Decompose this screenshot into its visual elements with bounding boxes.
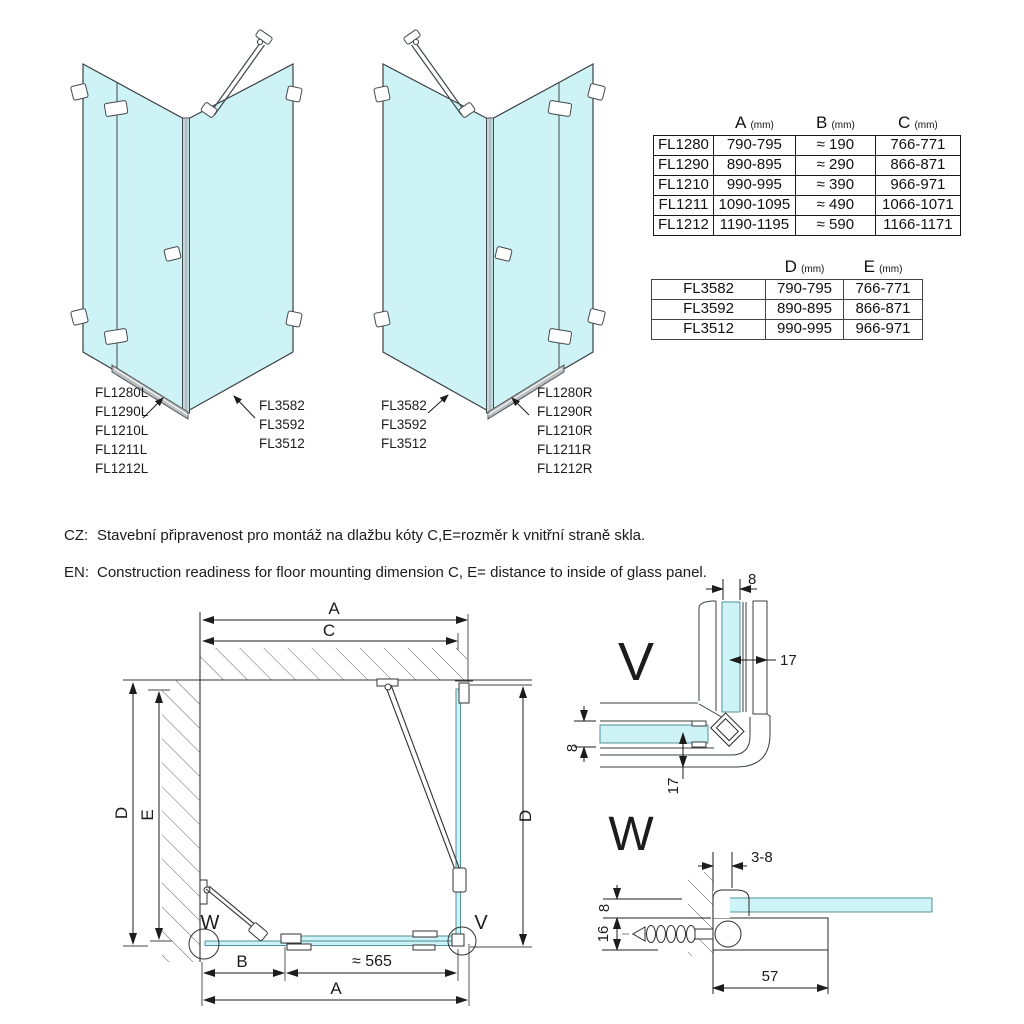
model-label: FL3512 [381, 436, 427, 451]
dim-d-cell: 790-795 [766, 280, 844, 300]
dim-e-cell: 966-971 [844, 320, 923, 340]
dim-b-cell: ≈ 190 [795, 136, 875, 156]
note-cz-label: CZ: [64, 527, 89, 544]
model-cell: FL1290 [654, 156, 714, 176]
dim-c-cell: 766-771 [875, 136, 960, 156]
model-cell: FL1280 [654, 136, 714, 156]
dim-label-565: ≈ 565 [352, 953, 392, 970]
labels-side-panel-models-left [259, 396, 305, 453]
dim-a-cell: 1090-1095 [713, 196, 795, 216]
model-label: FL1290L [95, 404, 149, 419]
dim-label-8-top: 8 [748, 571, 757, 588]
model-label: FL1210R [537, 423, 593, 438]
note-cz-text: Stavební připravenost pro montáž na dlažbu kóty C,E=rozměr k vnitřní straně skla. [97, 527, 646, 544]
model-cell: FL1212 [654, 216, 714, 236]
detail-w-title: W [608, 808, 654, 861]
model-label: FL1212L [95, 461, 149, 476]
dim-d-cell: 990-995 [766, 320, 844, 340]
labels-door-right-models [537, 383, 593, 478]
col-header-B: B (mm) [815, 113, 855, 132]
dimension-table-de [651, 257, 923, 340]
dim-b-cell: ≈ 490 [795, 196, 875, 216]
col-header-A: A (mm) [734, 113, 774, 132]
detail-mark-w: W [200, 912, 220, 934]
model-cell: FL1211 [654, 196, 714, 216]
dim-label-e: E [138, 809, 157, 821]
dim-label-57: 57 [761, 968, 779, 985]
leader-left [428, 395, 448, 413]
dim-c-cell: 1166-1171 [875, 216, 960, 236]
model-cell: FL3512 [652, 320, 766, 340]
leader-right [234, 396, 255, 418]
detail-mark-v: V [474, 912, 488, 934]
table-row [654, 136, 961, 156]
dim-c-cell: 966-971 [875, 176, 960, 196]
dim-label-16: 16 [595, 925, 612, 943]
model-label: FL1210L [95, 423, 149, 438]
model-label: FL1211R [537, 442, 592, 457]
plan-hardware [200, 679, 473, 950]
dim-label-a-bottom: A [330, 979, 342, 998]
hinge-knuckle [715, 921, 741, 947]
side-glass-panel [456, 689, 461, 942]
dim-label-d-right: D [516, 809, 535, 823]
model-label: FL1290R [537, 404, 593, 419]
dim-b-cell: ≈ 590 [795, 216, 875, 236]
dim-label-d-left: D [112, 806, 131, 820]
table-row [654, 156, 961, 176]
col-header-E: E (mm) [863, 257, 903, 276]
dim-label-a-top: A [328, 599, 340, 618]
col-header-C: C (mm) [897, 113, 938, 132]
wall-hatch [688, 872, 713, 956]
model-cell: FL3592 [652, 300, 766, 320]
labels-side-panel-models-right [381, 396, 427, 453]
model-label: FL1280R [537, 385, 593, 400]
dim-label-8-left: 8 [564, 743, 581, 753]
glass-panel-section [729, 898, 932, 912]
dim-b-cell: ≈ 390 [795, 176, 875, 196]
detail-v-section [555, 555, 810, 810]
dimension-table-abc [653, 113, 961, 236]
col-header-D: D (mm) [784, 257, 825, 276]
model-label: FL1212R [537, 461, 593, 476]
dim-a-cell: 790-795 [713, 136, 795, 156]
wall-hatch-top [200, 648, 467, 680]
labels-door-left-models [95, 383, 148, 478]
model-label: FL1280L [95, 385, 149, 400]
note-cz [64, 527, 645, 544]
clamp-body [713, 891, 730, 918]
model-label: FL1211L [95, 442, 148, 457]
dim-label-17-bottom: 17 [665, 777, 682, 795]
model-label: FL3582 [259, 398, 305, 413]
table-row [654, 196, 961, 216]
dim-b-cell: ≈ 290 [795, 156, 875, 176]
side-glass-section [722, 602, 740, 712]
detail-v-title: V [617, 632, 655, 692]
model-label: FL3592 [381, 417, 427, 432]
detail-w-section [585, 808, 940, 1020]
dim-label-c: C [322, 621, 336, 640]
dim-c-cell: 866-871 [875, 156, 960, 176]
front-glass-section [600, 725, 708, 743]
dim-label-8: 8 [596, 903, 613, 913]
dim-label-17-side: 17 [780, 652, 797, 669]
note-en-text: Construction readiness for floor mounting dimension C, E= distance to inside of glass panel. [97, 564, 707, 581]
dim-a-cell: 990-995 [713, 176, 795, 196]
model-cell: FL1210 [654, 176, 714, 196]
table-row [652, 280, 923, 300]
dim-a-cell: 890-895 [713, 156, 795, 176]
table-header-row [652, 257, 923, 280]
dim-e-cell: 866-871 [844, 300, 923, 320]
table-row [654, 176, 961, 196]
note-en-label: EN: [64, 564, 90, 581]
dim-d-cell: 890-895 [766, 300, 844, 320]
dim-label-b: B [236, 952, 248, 971]
table-header-row [654, 113, 961, 136]
table-row [652, 320, 923, 340]
model-cell: FL3582 [652, 280, 766, 300]
wall-hatch-left [162, 680, 200, 962]
dim-e-cell: 766-771 [844, 280, 923, 300]
dim-c-cell: 1066-1071 [875, 196, 960, 216]
dim-a-cell: 1190-1195 [713, 216, 795, 236]
model-label: FL3512 [259, 436, 305, 451]
model-label: FL3592 [259, 417, 305, 432]
leader-right [512, 398, 529, 415]
model-label: FL3582 [381, 398, 427, 413]
table-row [652, 300, 923, 320]
dim-label-3-8: 3-8 [751, 849, 773, 866]
table-row [654, 216, 961, 236]
corner-clamp [711, 713, 744, 746]
plan-view [90, 593, 580, 1018]
